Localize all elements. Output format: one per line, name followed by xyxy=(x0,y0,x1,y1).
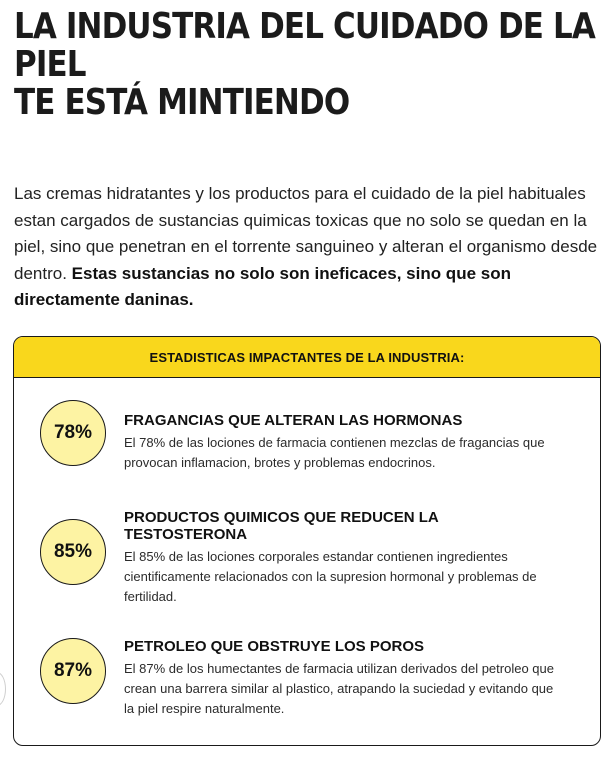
stats-card xyxy=(13,336,601,746)
edge-scroll-handle[interactable] xyxy=(0,672,6,706)
page-headline xyxy=(14,6,595,123)
stat-percent-badge: 78% xyxy=(40,400,106,466)
intro-bold-text: Estas sustancias no solo son ineficaces, sino que son directamente daninas. xyxy=(14,263,511,309)
headline-line-3: TE ESTÁ MINTIENDO xyxy=(14,82,350,123)
intro-text: Las cremas hidratantes y los productos para el cuidado de la piel habituales estan cargados de sustancias quimicas toxicas que no solo se quedan en la piel, sino que penetran en el torrente sanguineo y alteran el organismo desde dentro. xyxy=(14,184,598,283)
headline-line-2: PIEL xyxy=(14,44,86,85)
stats-card-header: ESTADISTICAS IMPACTANTES DE LA INDUSTRIA: xyxy=(14,337,600,378)
stat-title: PRODUCTOS QUIMICOS QUE REDUCEN LA TESTOSTERONA xyxy=(124,509,439,543)
headline-line-1: LA INDUSTRIA DEL CUIDADO DE LA xyxy=(14,6,595,47)
stat-description: El 85% de las lociones corporales estandar contienen ingredientes cientificamente relacionados con la supresion hormonal y problemas de fertilidad. xyxy=(124,549,537,604)
stat-title: PETROLEO QUE OBSTRUYE LOS POROS xyxy=(124,638,425,655)
intro-paragraph xyxy=(14,181,602,314)
stat-percent-badge: 87% xyxy=(40,638,106,704)
stat-title: FRAGANCIAS QUE ALTERAN LAS HORMONAS xyxy=(124,412,463,429)
stat-percent-badge: 85% xyxy=(40,519,106,585)
stat-description: El 78% de las lociones de farmacia contienen mezclas de fragancias que provocan inflamacion, brotes y problemas endocrinos. xyxy=(124,435,545,470)
stat-description: El 87% de los humectantes de farmacia utilizan derivados del petroleo que crean una barrera similar al plastico, atrapando la suciedad y evitando que la piel respire naturalmente. xyxy=(124,661,554,716)
